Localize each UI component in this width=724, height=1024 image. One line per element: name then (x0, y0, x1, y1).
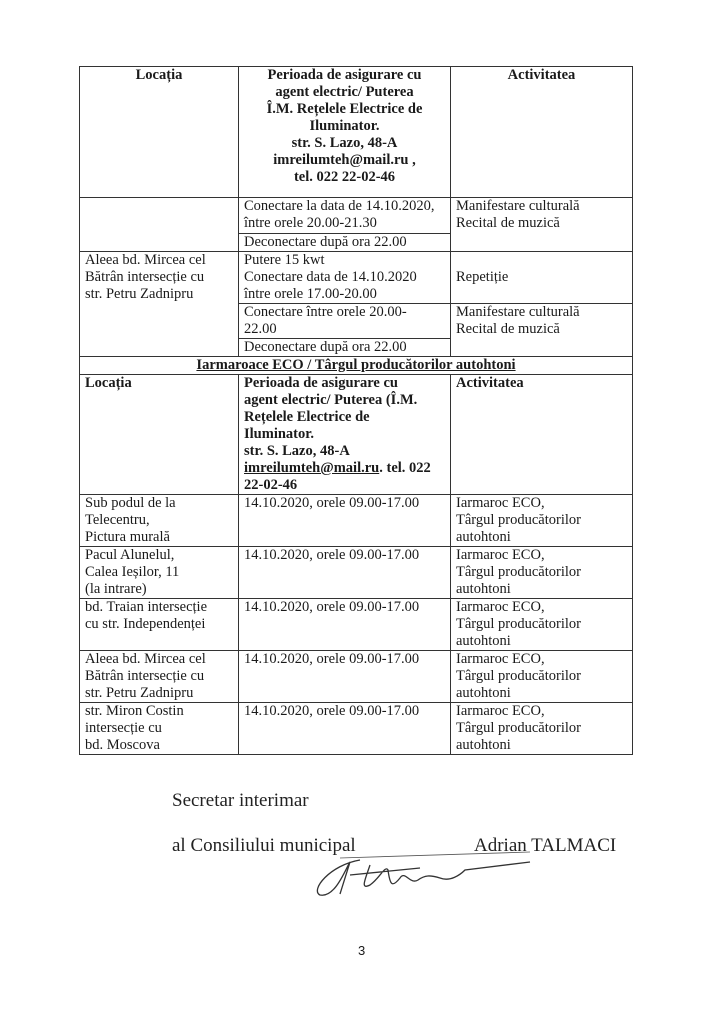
signature-title-line1: Secretar interimar (172, 790, 309, 811)
activity-cell: Iarmaroc ECO, Târgul producătorilor autohtoni (451, 547, 633, 599)
header-period (239, 375, 451, 495)
header-activity: Activitatea (451, 67, 633, 198)
table-row (80, 495, 633, 547)
table-row (80, 252, 633, 304)
section-title-row (80, 357, 633, 375)
header-location: Locația (80, 375, 239, 495)
period-cell: 14.10.2020, orele 09.00-17.00 (239, 547, 451, 599)
location-cell: str. Miron Costin intersecție cu bd. Moscova (80, 703, 239, 755)
activity-cell: Repetiție (451, 252, 633, 304)
activity-cell: Iarmaroc ECO, Târgul producătorilor autohtoni (451, 703, 633, 755)
header-period: Perioada de asigurare cu agent electric/ Puterea Î.M. Rețelele Electrice de Iluminator. str. S. Lazo, 48-A imreilumteh@mail.ru , tel. 022 22-02-46 (239, 67, 451, 198)
handwritten-signature (300, 850, 540, 900)
header-location: Locația (80, 67, 239, 198)
location-cell: Aleea bd. Mircea cel Bătrân intersecție cu str. Petru Zadnipru (80, 651, 239, 703)
activity-cell: Iarmaroc ECO, Târgul producătorilor autohtoni (451, 651, 633, 703)
location-cell-empty (80, 198, 239, 252)
email-link[interactable]: imreilumteh@mail.ru (244, 460, 380, 476)
table-row (80, 198, 633, 234)
table-header-row (80, 375, 633, 495)
table-row (80, 599, 633, 651)
location-cell: Sub podul de la Telecentru, Pictura murală (80, 495, 239, 547)
table-row (80, 651, 633, 703)
header-period-text: Perioada de asigurare cu agent electric/ Puterea (Î.M. Rețelele Electrice de Iluminator. str. S. Lazo, 48-A (244, 375, 418, 459)
header-activity: Activitatea (451, 375, 633, 495)
period-cell: Conectare între orele 20.00- 22.00 (239, 304, 451, 339)
period-cell: Conectare la data de 14.10.2020, între orele 20.00-21.30 (239, 198, 451, 234)
location-cell: Pacul Alunelul, Calea Ieșilor, 11 (la intrare) (80, 547, 239, 599)
period-cell: 14.10.2020, orele 09.00-17.00 (239, 599, 451, 651)
header-phone: . tel. 022 22-02-46 (244, 460, 431, 493)
location-cell: Aleea bd. Mircea cel Bătrân intersecție cu str. Petru Zadnipru (80, 252, 239, 357)
location-cell: bd. Traian intersecție cu str. Independenței (80, 599, 239, 651)
period-cell: Putere 15 kwt Conectare data de 14.10.2020 între orele 17.00-20.00 (239, 252, 451, 304)
signature-title-line2: al Consiliului municipal (172, 835, 356, 856)
period-cell: Deconectare după ora 22.00 (239, 339, 451, 357)
activity-cell: Iarmaroc ECO, Târgul producătorilor autohtoni (451, 495, 633, 547)
activity-cell: Manifestare culturală Recital de muzică (451, 198, 633, 252)
table-header-row (80, 67, 633, 198)
table-row (80, 703, 633, 755)
schedule-table (79, 66, 633, 755)
activity-cell: Iarmaroc ECO, Târgul producătorilor autohtoni (451, 599, 633, 651)
page-number: 3 (358, 943, 366, 958)
table-row (80, 547, 633, 599)
period-cell: 14.10.2020, orele 09.00-17.00 (239, 651, 451, 703)
period-cell: 14.10.2020, orele 09.00-17.00 (239, 495, 451, 547)
signatory-name: Adrian TALMACI (474, 835, 617, 856)
period-cell: Deconectare după ora 22.00 (239, 234, 451, 252)
section-title: Iarmaroace ECO / Târgul producătorilor autohtoni (80, 357, 633, 375)
period-cell: 14.10.2020, orele 09.00-17.00 (239, 703, 451, 755)
activity-cell: Manifestare culturală Recital de muzică (451, 304, 633, 357)
